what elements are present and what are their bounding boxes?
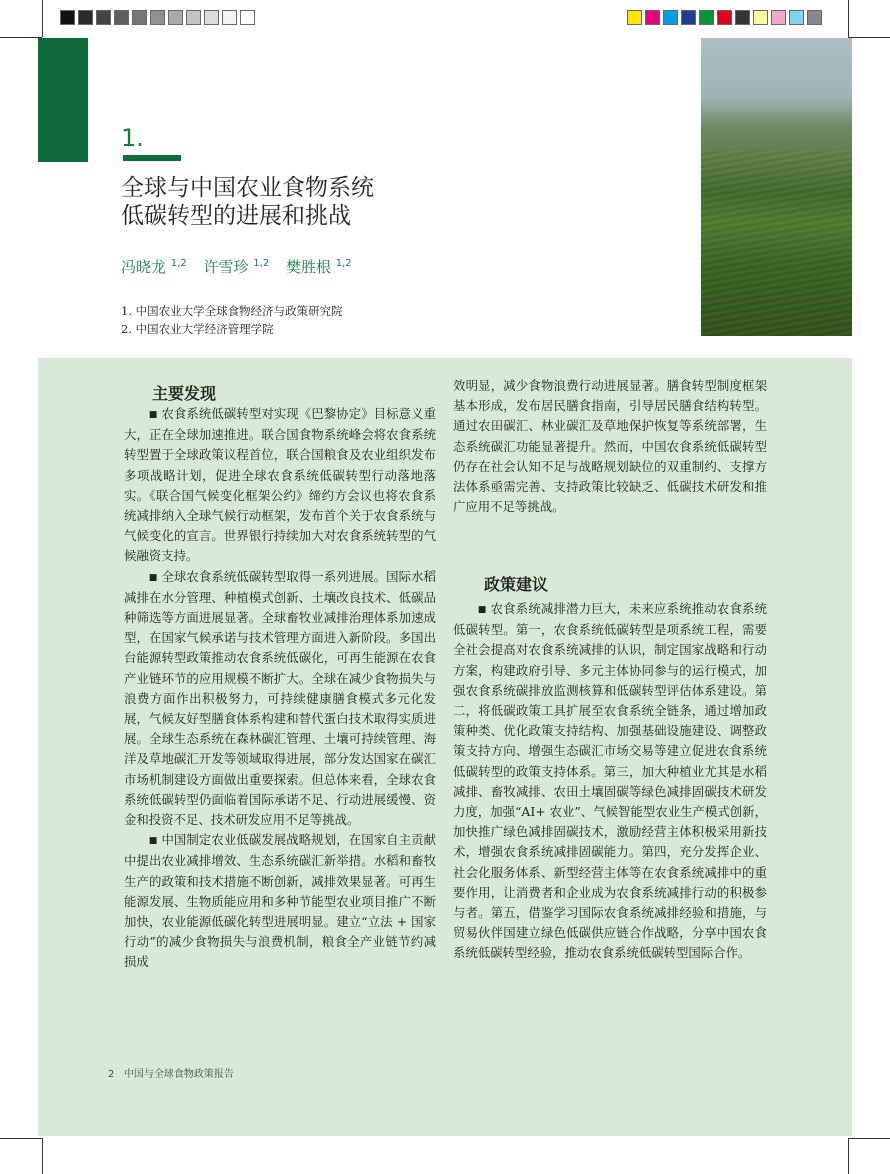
title-line: 低碳转型的进展和挑战 xyxy=(121,203,351,229)
calibration-swatch xyxy=(204,10,219,25)
calibration-swatch xyxy=(168,10,183,25)
crop-mark xyxy=(42,0,43,37)
calibration-swatch xyxy=(132,10,147,25)
page-title xyxy=(121,174,481,230)
author: 许雪珍 $^{1,2}$ xyxy=(203,258,270,276)
author-list xyxy=(121,256,364,277)
calibration-swatch xyxy=(627,10,642,25)
chapter-color-block xyxy=(38,38,88,162)
policy-heading: 政策建议 xyxy=(484,575,549,594)
crop-mark xyxy=(848,0,849,37)
finding-paragraph-continued: 效明显，减少食物浪费行动进展显著。膳食转型制度框架基本形成，发布居民膳食指南，引导居民膳食结构转型。通过农田碳汇、林业碳汇及草地保护恢复等系统部署，生态系统碳汇功能显著提升。然而，中国农食系统低碳转型仍存在社会认知不足与战略规划缺位的双重制约、支撑方法体系亟需完善、支持政策比较缺乏、低碳技术研发和推广应用不足等挑战。 xyxy=(453,378,767,515)
page-footer xyxy=(108,1065,234,1080)
calibration-swatch xyxy=(717,10,732,25)
affiliations xyxy=(121,302,343,338)
bullet-icon: ■ xyxy=(477,605,487,615)
chapter-number: 1. xyxy=(121,124,144,152)
calibration-swatch xyxy=(663,10,678,25)
calibration-swatch xyxy=(681,10,696,25)
bullet-icon: ■ xyxy=(148,836,158,847)
calibration-swatch xyxy=(807,10,822,25)
bullet-icon: ■ xyxy=(148,410,158,420)
calibration-swatch xyxy=(96,10,111,25)
calibration-swatch xyxy=(240,10,255,25)
calibration-swatch xyxy=(645,10,660,25)
calibration-swatch xyxy=(60,10,75,25)
calibration-swatch xyxy=(699,10,714,25)
crop-mark xyxy=(0,1138,42,1139)
finding-paragraph: ■ 农食系统低碳转型对实现《巴黎协定》目标意义重大，正在全球加速推进。联合国食物系统峰会将农食系统转型置于全球政策议程首位，联合国粮食及农业组织发布多项战略计划，促进全球农食系统低碳转型行动落地落实。《联合国气候变化框架公约》缔约方会议也将农食系统减排纳入全球气候行动框架，发布首个关于农食系统与气候变化的宣言。世界银行持续加大对农食系统转型的气候融资支持。 xyxy=(124,406,437,564)
affiliation: 1. 中国农业大学全球食物经济与政策研究院 xyxy=(121,304,343,318)
calibration-swatch xyxy=(753,10,768,25)
bullet-icon: ■ xyxy=(148,572,158,583)
finding-paragraph: ■ 全球农食系统低碳转型取得一系列进展。国际水稻减排在水分管理、种植模式创新、土壤改良技术、低碳品种筛选等方面进展显著。全球畜牧业减排治理体系加速成型，在国家气候承诺与技术管理方面进入新阶段。多国出台能源转型政策推动农食系统低碳化，可再生能源在农食产业链环节的应用规模不断扩大。全球在减少食物损失与浪费方面作出积极努力，可持续健康膳食模式多元化发展，气候友好型膳食体系构建和替代蛋白技术取得实质进展。全球生态系统在森林碳汇管理、土壤可持续管理、海洋及草地碳汇开发等领域取得进展，部分发达国家在碳汇市场机制建设方面做出重要探索。但总体来看，全球农食系统低碳转型仍面临着国际承诺不足、行动进展缓慢、资金和投资不足、技术研发应用不足等挑战。 xyxy=(124,568,437,828)
policy-paragraph: ■ 农食系统减排潜力巨大，未来应系统推动农食系统低碳转型。第一，农食系统低碳转型是项系统工程，需要全社会提高对农食系统减排的认识，制定国家战略和行动方案，构建政府引导、多元主体协同参与的运行模式，加强农食系统碳排放监测核算和低碳转型评估体系建设。第二，将低碳政策工具扩展至农食系统全链条，通过增加政策种类、优化政策支持结构、加强基础设施建设、调整政策支持方向、增强生态碳汇市场交易等建立促进农食系统低碳转型的政策支持体系。第三，加大种植业尤其是水稻减排、畜牧减排、农田土壤固碳等绿色减排固碳技术研发力度，加强“AI+ 农业”、气候智能型农业生产模式创新，加快推广绿色减排固碳技术，激励经营主体积极采用新技术，增强农食系统减排固碳能力。第四，充分发挥企业、社会化服务体系、新型经营主体等在农食系统减排中的重要作用，让消费者和企业成为农食系统减排行动的积极参与者。第五，借鉴学习国际农食系统减排经验和措施，与贸易伙伴国建立绿色低碳供应链合作战略，分享中国农食系统低碳转型经验，推动农食系统低碳转型国际合作。 xyxy=(453,601,767,961)
author: 樊胜根 $^{1,2}$ xyxy=(285,258,352,276)
policy-text xyxy=(453,599,767,964)
title-line: 全球与中国农业食物系统 xyxy=(121,175,374,201)
crop-mark xyxy=(0,37,42,38)
calibration-swatch xyxy=(771,10,786,25)
calibration-swatch xyxy=(150,10,165,25)
calibration-swatch xyxy=(186,10,201,25)
chapter-underline xyxy=(123,155,181,161)
affiliation: 2. 中国农业大学经济管理学院 xyxy=(121,322,274,336)
crop-mark xyxy=(42,1138,43,1174)
crop-mark xyxy=(848,37,890,38)
calibration-swatch xyxy=(735,10,750,25)
page-number: 2 xyxy=(108,1069,115,1080)
farmland-photo-texture xyxy=(701,150,852,336)
left-column xyxy=(124,404,436,973)
calibration-swatch xyxy=(114,10,129,25)
right-column xyxy=(453,376,767,517)
crop-mark xyxy=(848,1138,849,1174)
calibration-swatch xyxy=(78,10,93,25)
crop-mark xyxy=(848,1138,890,1139)
finding-paragraph: ■ 中国制定农业低碳发展战略规划，在国家自主贡献中提出农业减排增效、生态系统碳汇新举措。水稻和畜牧生产的政策和技术措施不断创新，减排效果显著。可再生能源发展、生物质能应用和多种节能型农业项目推广不断加快，农业能源低碳化转型进展明显。建立“立法 + 国家行动”的减少食物损失与浪费机制，粮食全产业链节约减损成 xyxy=(124,832,437,970)
calibration-swatch xyxy=(789,10,804,25)
findings-heading: 主要发现 xyxy=(152,384,217,403)
calibration-swatch xyxy=(222,10,237,25)
footer-text: 中国与全球食物政策报告 xyxy=(123,1069,234,1080)
author: 冯晓龙 $^{1,2}$ xyxy=(121,258,187,276)
